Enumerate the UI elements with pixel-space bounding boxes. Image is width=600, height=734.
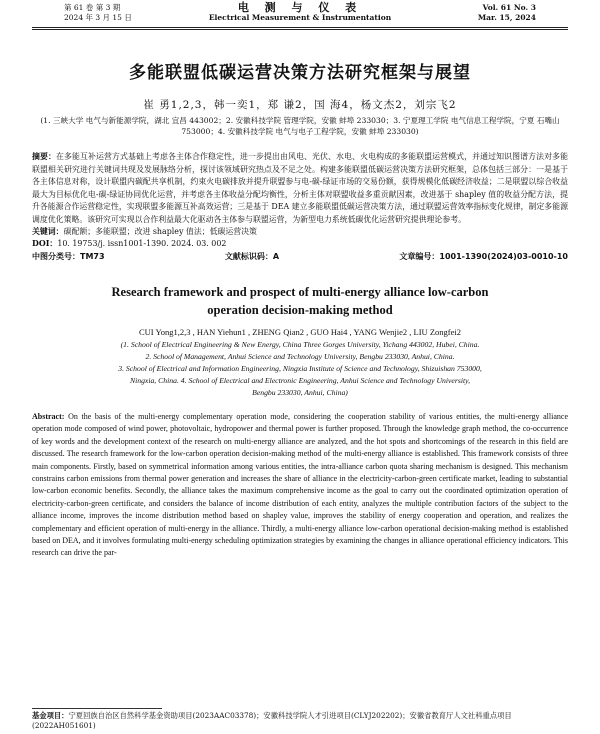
affiliations-en xyxy=(32,339,568,399)
affiliation-en-5: Bengbu 233030, Anhui, China) xyxy=(252,388,348,397)
footnote-rule xyxy=(32,708,162,709)
abstract-label-cn: 摘要： xyxy=(32,152,57,161)
document-code xyxy=(225,251,279,263)
clc-label: 中图分类号： xyxy=(32,252,80,261)
clc-value: TM73 xyxy=(80,252,105,261)
abstract-label-en: Abstract: xyxy=(32,412,65,421)
header-rule-thin xyxy=(32,29,568,30)
title-en-line2: operation decision-making method xyxy=(207,303,393,317)
doi-label: DOI： xyxy=(32,239,58,248)
authors-cn: 崔 勇1,2,3，韩一奕1，郑 谦2，国 海4，杨文杰2，刘宗飞2 xyxy=(143,99,457,111)
title-en xyxy=(32,283,568,319)
article-label: 文章编号： xyxy=(399,252,440,261)
funding-label: 基金项目： xyxy=(32,711,69,720)
title-en-line1: Research framework and prospect of multi-energy alliance low-carbon xyxy=(111,285,489,299)
abstract-text-en: On the basis of the multi-energy complementary operation mode, considering the cooperation stability of various entities, the multi-energy alliance operation mode composed of wind power, photovoltaic, hydropower and thermal power is further proposed. Through the knowledge graph method, the co-occurrence of key words and the development context of the research on multi-energy alliance are analyzed, and the hot spots and shortcomings of the research in this field are discussed. The research framework for the low-carbon operation decision-making method of the multi-energy alliance is established. This framework consists of three main components. Firstly, based on symmetrical information among various entities, the intra-alliance carbon quota sharing mechanism is designed. This mechanism constrains carbon emissions from thermal power generation and increases the share of alliance in the electricity-carbon-green certificate market, leading to substantial low-carbon economic benefits. Secondly, the alliance takes the maximum comprehensive income as the goal to carry out the coordinated optimization operation of electricity-carbon-green certificate, and considers the balance of income distribution of each entity, analyzes the multiple contribution factors of the subject to the alliance income, improves the income distribution method based on shapley value, improves the stability of energy cooperation and operation, and realizes the complementary and efficient operation of multi-energy in the alliance. Thirdly, a multi-energy alliance low-carbon operational decision-making method is established based on DEA, and it involves formulating multi-energy scheduling optimization strategies by examining the changes in alliance operational efficiency indicators. This research can drive the par- xyxy=(32,412,568,558)
header-right xyxy=(478,3,536,23)
article-number xyxy=(399,251,568,263)
code-label: 文献标识码： xyxy=(224,252,273,261)
abstract-cn xyxy=(32,151,568,226)
abstract-text-cn: 在多能互补运营方式基础上考虑各主体合作稳定性，进一步提出由风电、光伏、水电、火电构成的多能联盟运营模式，并通过知识图谱方法对多能联盟相关研究进行关键词共现及发展脉络分析，探讨该领域研究热点及不足之处。构建多能联盟低碳运营决策方法研究框架，总体包括三部分：一是基于各主体信息对称，设计联盟内碳配共享机制，约束火电碳排放并提升联盟参与电-碳-绿证市场的交易份额，获得规模化低碳经济收益；二是联盟以综合收益最大为目标优化电-碳-绿证协同优化运营，并考虑各主体收益分配均衡性，分析主体对联盟收益多重贡献因素，改进基于 shapley 值的收益分配方法，提升各能源合作运营稳定性，实现联盟多能源互补高效运营；三是基于 DEA 建立多能联盟低碳运营决策方法，通过联盟运营效率指标变化规律，制定多能源调度优化策略。该研究可实现以合作利益最大化驱动各主体参与联盟运营，为新型电力系统低碳优化运营研究提供理论参考。 xyxy=(32,152,568,224)
date-en: Mar. 15, 2024 xyxy=(477,13,536,22)
funding-text: 宁夏回族自治区自然科学基金资助项目(2023AAC03378)；安徽科技学院人才引进项目(CLYJ202202)；安徽省教育厅人文社科重点项目(2022AH051601) xyxy=(32,711,512,730)
classification-row xyxy=(32,251,568,263)
header-rule xyxy=(32,27,568,28)
doi-value: 10. 19753/j. issn1001-1390. 2024. 03. 002 xyxy=(57,239,227,248)
affiliations-cn: (1. 三峡大学 电气与新能源学院，湖北 宜昌 443002；2. 安徽科技学院 管理学院，安徽 蚌埠 233030；3. 宁夏理工学院 电气信息工程学院，宁夏 石嘴山 753000；4. 安徽科技学院 电气与电子工程学院，安徽 蚌埠 233030) xyxy=(40,116,560,136)
keywords-label-cn: 关键词： xyxy=(32,227,64,236)
volume-issue-en: Vol. 61 No. 3 xyxy=(482,3,536,12)
keywords-cn xyxy=(32,226,568,238)
affiliation-en-4: Ningxia, China. 4. School of Electrical and Electronic Engineering, Anhui Science and Technology University, xyxy=(129,376,471,385)
title-cn: 多能联盟低碳运营决策方法研究框架与展望 xyxy=(129,63,471,83)
journal-name-cn: 电 测 与 仪 表 xyxy=(237,1,363,14)
journal-name-en: Electrical Measurement & Instrumentation xyxy=(208,13,392,22)
date-cn: 2024 年 3 月 15 日 xyxy=(64,13,132,22)
funding-footnote xyxy=(32,711,568,731)
authors-en: CUI Yong1,2,3 , HAN Yiehun1 , ZHENG Qian2 , GUO Hai4 , YANG Wenjie2 , LIU Zongfei2 xyxy=(139,327,461,337)
keywords-text-cn: 碳配额；多能联盟；改进 shapley 值法；低碳运营决策 xyxy=(63,227,257,236)
abstract-en xyxy=(32,411,568,560)
code-value: A xyxy=(272,252,280,261)
running-header xyxy=(32,0,568,30)
affiliation-en-2: 2. School of Management, Anhui Science and Technology University, Bengbu 233030, Anhui, China. xyxy=(145,352,455,361)
doi xyxy=(32,238,568,250)
volume-issue-cn: 第 61 卷 第 3 期 xyxy=(64,3,121,12)
article-value: 1001-1390(2024)03-0010-10 xyxy=(439,252,568,261)
clc-number xyxy=(32,251,105,263)
affiliation-en-1: (1. School of Electrical Engineering & New Energy, China Three Gorges University, Yichang 443002, Hubei, China. xyxy=(120,340,480,349)
affiliation-en-3: 3. School of Electrical and Information Engineering, Ningxia Institute of Science and Technology, Shizuishan 753000, xyxy=(118,364,482,373)
